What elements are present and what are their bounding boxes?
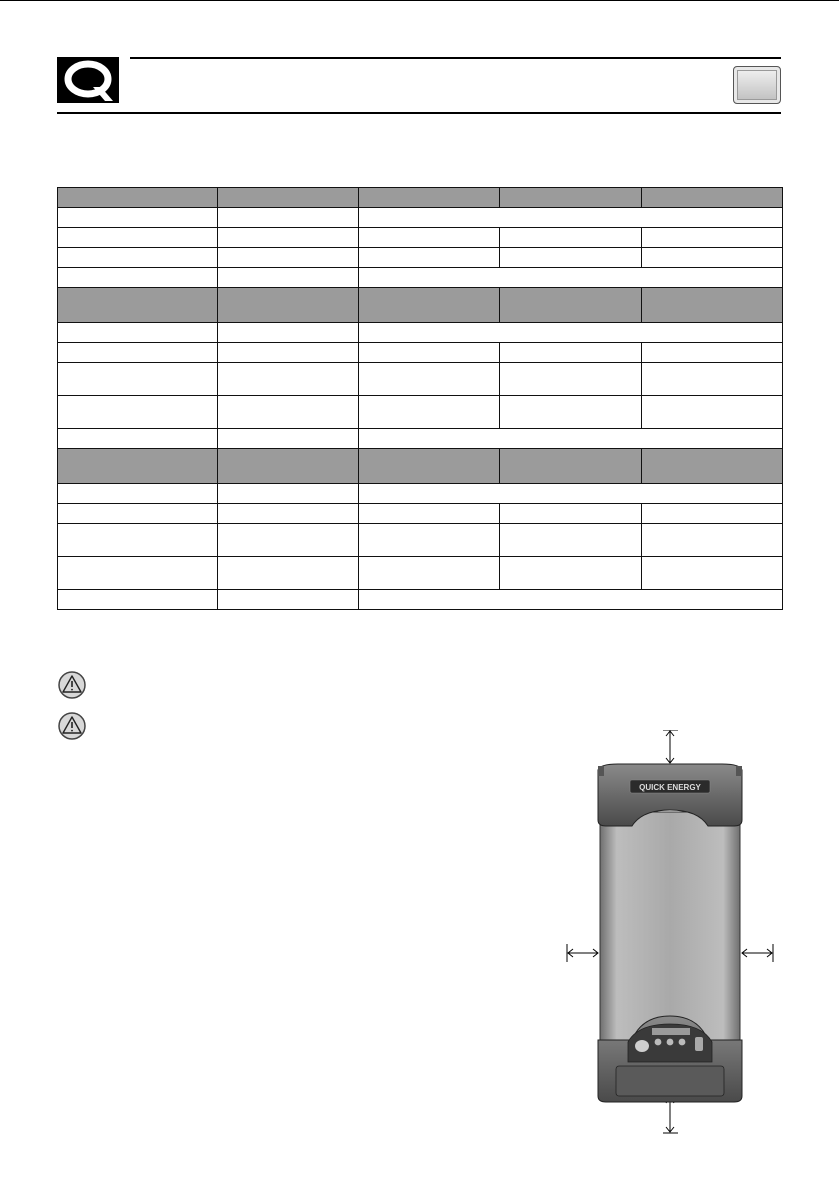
table-cell	[642, 228, 783, 248]
table-row	[58, 363, 783, 396]
table-cell	[642, 248, 783, 268]
table-cell	[218, 524, 359, 557]
table-cell	[642, 557, 783, 590]
table-row	[58, 288, 783, 323]
table-cell	[58, 449, 218, 484]
blank-tab-button[interactable]	[733, 66, 781, 104]
table-cell	[218, 188, 359, 208]
table-cell	[218, 268, 359, 288]
table-cell	[58, 396, 218, 429]
table-row	[58, 557, 783, 590]
table-cell	[500, 524, 642, 557]
table-cell	[359, 208, 783, 228]
table-row	[58, 504, 783, 524]
spec-table	[57, 187, 783, 610]
table-cell	[58, 557, 218, 590]
table-cell	[58, 268, 218, 288]
table-cell	[500, 343, 642, 363]
warning-triangle-icon	[57, 671, 87, 699]
table-cell	[58, 363, 218, 396]
table-cell	[359, 248, 500, 268]
table-row	[58, 228, 783, 248]
table-cell	[642, 288, 783, 323]
table-cell	[359, 343, 500, 363]
table-row	[58, 396, 783, 429]
clearance-arrow-right	[742, 944, 773, 962]
table-cell	[218, 396, 359, 429]
table-cell	[642, 524, 783, 557]
table-cell	[58, 524, 218, 557]
header-rule-bottom	[57, 112, 781, 114]
table-row	[58, 429, 783, 449]
clearance-arrow-left	[567, 944, 598, 962]
table-cell	[359, 429, 783, 449]
table-row	[58, 449, 783, 484]
clearance-arrow-bottom	[663, 1098, 678, 1133]
table-row	[58, 248, 783, 268]
table-cell	[500, 363, 642, 396]
table-cell	[500, 248, 642, 268]
table-row	[58, 343, 783, 363]
table-cell	[359, 396, 500, 429]
table-cell	[642, 449, 783, 484]
table-cell	[218, 363, 359, 396]
table-cell	[359, 590, 783, 610]
table-cell	[58, 288, 218, 323]
table-cell	[359, 524, 500, 557]
table-cell	[359, 484, 783, 504]
table-cell	[359, 323, 783, 343]
table-cell	[218, 248, 359, 268]
table-cell	[218, 429, 359, 449]
table-cell	[500, 504, 642, 524]
table-cell	[58, 504, 218, 524]
table-cell	[642, 504, 783, 524]
table-cell	[218, 449, 359, 484]
table-cell	[642, 396, 783, 429]
table-cell	[359, 363, 500, 396]
battery-charger-device-icon	[558, 730, 780, 1135]
table-cell	[359, 188, 500, 208]
table-cell	[58, 228, 218, 248]
table-cell	[58, 343, 218, 363]
table-cell	[218, 288, 359, 323]
brand-label: QUICK ENERGY	[639, 783, 701, 792]
table-cell	[218, 228, 359, 248]
clearance-arrow-top	[663, 730, 678, 763]
warning-triangle-icon	[57, 712, 87, 740]
table-cell	[642, 343, 783, 363]
table-cell	[218, 504, 359, 524]
table-cell	[500, 449, 642, 484]
table-row	[58, 268, 783, 288]
table-cell	[359, 504, 500, 524]
table-cell	[500, 396, 642, 429]
header-rule-top	[130, 57, 781, 59]
table-row	[58, 323, 783, 343]
table-cell	[58, 323, 218, 343]
table-cell	[500, 288, 642, 323]
table-cell	[58, 429, 218, 449]
table-cell	[218, 208, 359, 228]
table-cell	[642, 363, 783, 396]
table-cell	[58, 590, 218, 610]
table-cell	[500, 188, 642, 208]
table-row	[58, 484, 783, 504]
table-cell	[58, 248, 218, 268]
table-row	[58, 188, 783, 208]
table-cell	[500, 228, 642, 248]
table-cell	[642, 188, 783, 208]
table-cell	[218, 343, 359, 363]
table-row	[58, 590, 783, 610]
table-cell	[58, 188, 218, 208]
table-cell	[218, 557, 359, 590]
table-cell	[218, 323, 359, 343]
page-top-edge	[0, 0, 839, 1]
table-cell	[58, 484, 218, 504]
table-cell	[58, 208, 218, 228]
table-cell	[359, 228, 500, 248]
table-cell	[359, 288, 500, 323]
table-cell	[359, 557, 500, 590]
table-row	[58, 208, 783, 228]
table-cell	[359, 449, 500, 484]
table-row	[58, 524, 783, 557]
q-logo-icon	[57, 57, 119, 103]
table-cell	[500, 557, 642, 590]
table-cell	[218, 590, 359, 610]
table-cell	[218, 484, 359, 504]
table-cell	[359, 268, 783, 288]
